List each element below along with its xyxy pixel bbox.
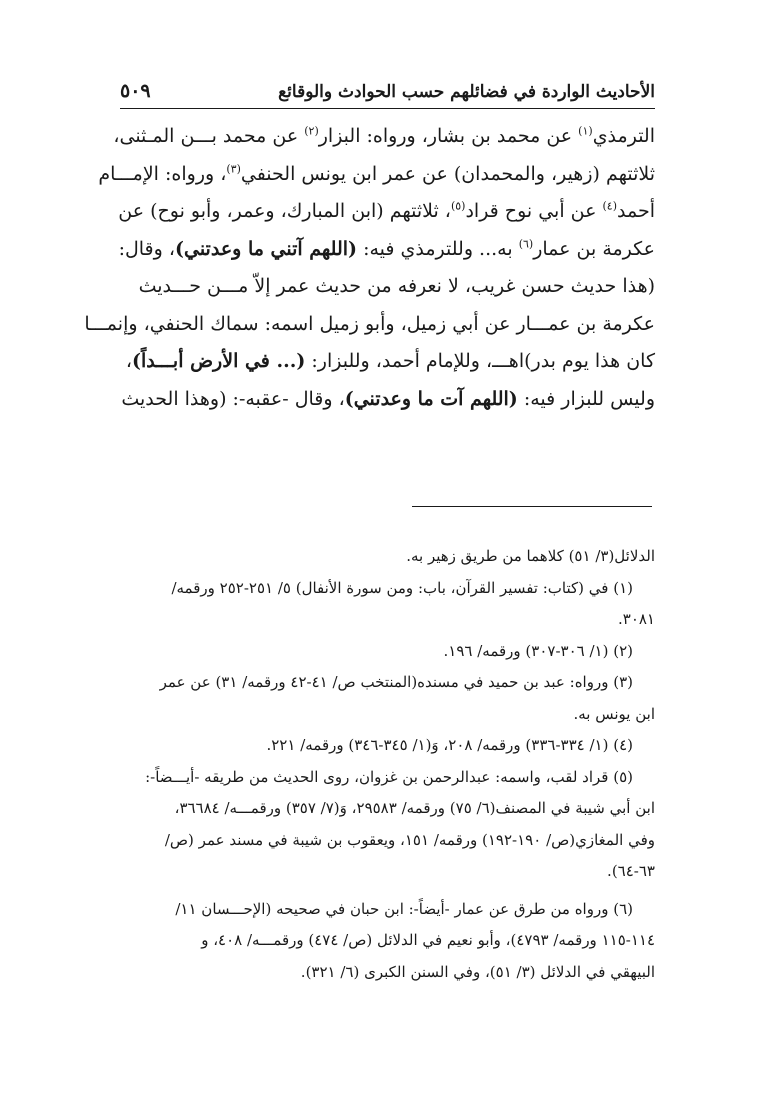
footnotes [120, 541, 655, 988]
footnote-ref-4: (٤) [602, 199, 618, 213]
body-line-3 [120, 193, 655, 231]
footnote-ref-6: (٦) [518, 237, 534, 251]
body-text-segment: عن محمد بـــن المـثنى، [113, 125, 305, 147]
footnote-5: (٥) قراد لقب، واسمه: عبدالرحمن بن غزوان، روى الحديث من طريقه -أيـــضاً-: [145, 767, 633, 786]
body-text-segment: به... وللترمذي فيه: [357, 237, 519, 260]
body-text-segment: أحمد [617, 200, 655, 222]
footnote-ref-2: (٢) [304, 124, 319, 138]
footnote-5-cont: ٦٣-٦٤). [607, 862, 655, 880]
hadith-quote: (اللهم آت ما وعدتني) [344, 387, 518, 410]
body-text-segment: الترمذي [592, 125, 655, 147]
body-line-1 [113, 118, 655, 156]
body-text-segment: كان هذا يوم بدر)اهـــ، وللإمام أحمد، وللبزار: [305, 350, 655, 372]
body-line-8 [120, 381, 655, 419]
hadith-quote: (... في الأرض أبـــداً) [131, 350, 306, 372]
hadith-quote: (اللهم آتني ما وعدتني) [175, 237, 358, 260]
page-header [120, 78, 655, 109]
body-text-segment: ، [125, 350, 132, 372]
footnote-ref-3: (٣) [226, 162, 241, 176]
footnote-4: (٤) (١/ ٣٣٤-٣٣٦) ورقمه/ ٢٠٨، وَ(١/ ٣٤٥-٣٤٦) ورقمه/ ٢٢١. [266, 736, 633, 754]
footnote-1-cont: ٣٠٨١. [617, 610, 655, 628]
body-text-segment: ، ورواه: الإمـــام [98, 162, 227, 185]
footnote-3: (٣) ورواه: عبد بن حميد في مسنده(المنتخب ص/ ٤١-٤٢ ورقمه/ ٣١) عن عمر [159, 673, 633, 691]
footnote-continuation: الدلائل(٣/ ٥١) كلاهما من طريق زهير به. [406, 547, 655, 565]
footnote-ref-1: (١) [578, 124, 593, 138]
footnote-2: (٢) (١/ ٣٠٦-٣٠٧) ورقمه/ ١٩٦. [443, 641, 633, 660]
body-text-segment: عكرمة بن عمار [533, 237, 655, 260]
body-line-2 [98, 156, 655, 194]
footnote-1: (١) في (كتاب: تفسير القرآن، باب: ومن سورة الأنفال) ٥/ ٢٥١-٢٥٢ ورقمه/ [171, 578, 633, 597]
body-line-6: عكرمة بن عمـــار عن أبي زميل، وأبو زميل اسمه: سماك الحنفي، وإنمـــا [84, 312, 655, 335]
page-number: ٥٠٩ [120, 80, 151, 102]
footnote-5-cont: وفي المغازي(ص/ ١٩٠-١٩٢) ورقمه/ ١٥١، ويعقوب بن شيبة في مسند عمر (ص/ [164, 830, 655, 849]
footnote-6: (٦) ورواه من طرق عن عمار -أيضاً-: ابن حبان في صحيحه (الإحـــسان ١١/ [175, 899, 633, 918]
body-text-segment: وليس للبزار فيه: [517, 387, 655, 410]
footnote-6-cont: البيهقي في الدلائل (٣/ ٥١)، وفي السنن الكبرى (٦/ ٣٢١). [300, 962, 655, 981]
main-text [84, 118, 655, 418]
body-line-7 [120, 343, 655, 381]
body-line-5: (هذا حديث حسن غريب، لا نعرفه من حديث عمر إلاّ مـــن حـــديث [138, 275, 655, 297]
body-text-segment: عن محمد بن بشار، ورواه: البزار [318, 125, 579, 147]
body-text-segment: ، وقال -عقبه-: (وهذا الحديث [121, 387, 345, 410]
body-text-segment: عن أبي نوح قراد [465, 200, 603, 222]
running-title: الأحاديث الواردة في فضائلهم حسب الحوادث والوقائع [278, 82, 655, 102]
body-text-segment: ، وقال: [118, 237, 175, 260]
footnote-3-cont: ابن يونس به. [573, 704, 655, 723]
body-text-segment: ، ثلاثتهم (ابن المبارك، وعمر، وأبو نوح) عن [118, 200, 451, 222]
body-text-segment: ثلاثتهم (زهير، والمحمدان) عن عمر ابن يونس الحنفي [240, 162, 655, 185]
footnote-5-cont: ابن أبي شيبة في المصنف(٦/ ٧٥) ورقمه/ ٢٩٥٨٣، وَ(٧/ ٣٥٧) ورقمـــه/ ٣٦٦٨٤، [174, 799, 655, 817]
footnote-separator [412, 506, 652, 507]
body-line-4 [120, 231, 655, 269]
footnote-6-cont: ١١٤-١١٥ ورقمه/ ٤٧٩٣)، وأبو نعيم في الدلائل (ص/ ٤٧٤) ورقمـــه/ ٤٠٨، و [201, 931, 655, 949]
footnote-ref-5: (٥) [450, 199, 466, 213]
